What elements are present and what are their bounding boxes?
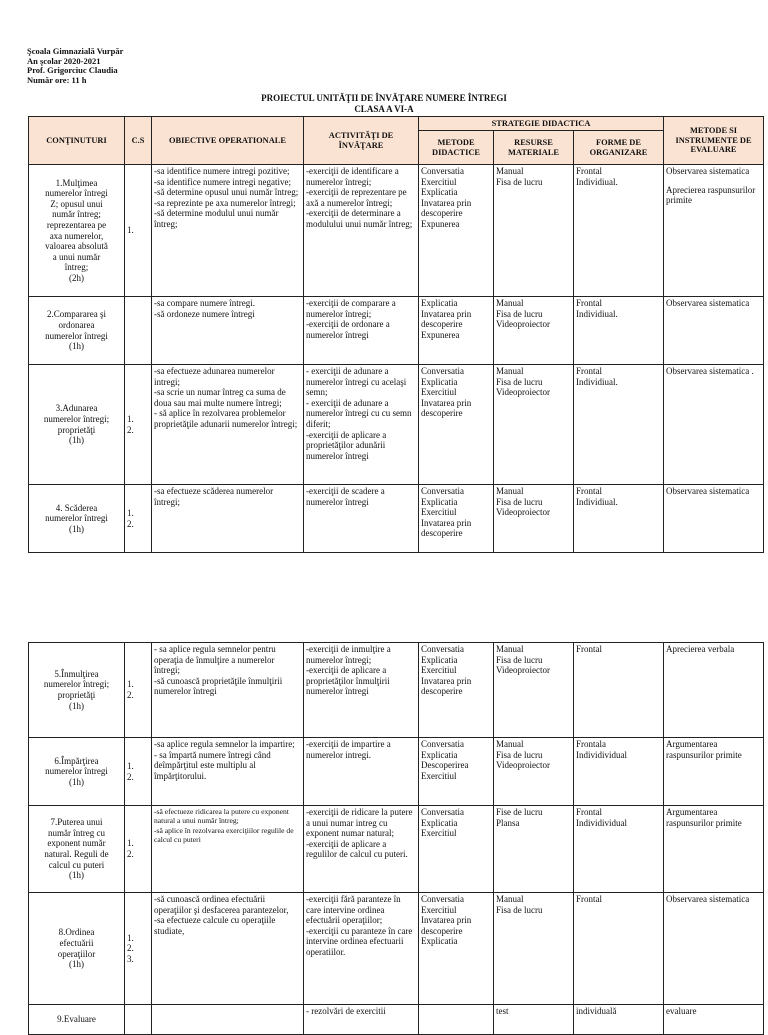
header-forme: FORME DE ORGANIZARE — [574, 131, 664, 165]
cell-line: -sa efectueze calcule cu operaţiile studiate, — [154, 915, 276, 936]
forme-cell — [574, 485, 664, 553]
cell-line: Videoproiector — [496, 507, 550, 518]
cell-line: Individiual. — [576, 176, 618, 187]
cell-line: -să ordoneze numere întregi — [154, 308, 255, 319]
cell-line: Manual — [496, 894, 524, 904]
cell-line: test — [496, 1006, 509, 1016]
cell-line: Fisa de lucru — [496, 654, 543, 665]
cell-line: Observarea sistematica — [666, 298, 750, 308]
cell-line: numerelor întregi — [45, 330, 108, 341]
metode-cell — [419, 165, 494, 297]
cell-line: -sa efectueze scăderea numerelor întregi; — [154, 486, 274, 507]
cell-line: 1. — [127, 932, 134, 943]
continut-cell — [29, 893, 125, 1005]
metode-cell — [419, 643, 494, 738]
cell-line: (1h) — [69, 523, 84, 534]
cell-line: Plansa — [496, 817, 520, 828]
cell-line: (1h) — [69, 700, 84, 711]
cell-line: Videoproiector — [496, 387, 550, 398]
cell-line: reprezentarea pe — [46, 219, 107, 230]
cell-line: -exerciţii de ordonare a numerelor întregi — [306, 319, 390, 340]
activitati-cell — [304, 893, 419, 1005]
header-activitati: ACTIVITĂŢI DE ÎNVĂŢARE — [304, 117, 419, 165]
resurse-cell — [494, 165, 574, 297]
cell-line: 2.Compararea şi — [47, 309, 106, 320]
cell-line: 3.Adunarea — [55, 403, 98, 414]
cell-line: numerelor întregi — [45, 766, 108, 777]
cell-line: Conversatia — [421, 807, 464, 817]
cell-line: -sa reprezinte pe axa numerelor întregi; — [154, 197, 296, 208]
cell-line: Exercitiul — [421, 387, 457, 398]
cell-line: 2. — [127, 424, 134, 435]
evaluare-cell — [664, 893, 764, 1005]
document-subtitle: CLASA A VI-A — [354, 104, 414, 114]
cell-line: 3. — [127, 953, 134, 964]
cell-line: Explicatia — [421, 496, 458, 507]
cell-line: -exerciţii de aplicare a proprietăţilor înmulţirii numerelor întregi — [306, 665, 390, 697]
forme-cell — [574, 806, 664, 893]
metode-cell — [419, 485, 494, 553]
cell-line: Explicatia — [421, 936, 458, 947]
cell-line: -să aplice în rezolvarea exerciţiilor regulile de calcul cu puteri — [154, 825, 294, 845]
cell-line: (1h) — [69, 870, 84, 881]
cell-line: Manual — [496, 739, 524, 749]
evaluare-cell — [664, 165, 764, 297]
metode-cell — [419, 806, 494, 893]
cell-line: -exerciţii de identificare a numerelor întregi; — [306, 166, 399, 187]
cell-line: Expunerea — [421, 329, 460, 340]
cell-line: -exerciţii de ridicare la putere a unui numar intreg cu exponent numar natural; — [306, 807, 413, 839]
cell-line: Individiual. — [576, 308, 618, 319]
cell-line: proprietăţi — [57, 690, 96, 700]
cell-line: Argumentarea raspunsurilor primite — [666, 807, 742, 828]
cell-line: 1. — [127, 507, 134, 518]
cell-line: Observarea sistematica — [666, 486, 750, 496]
cell-line: Videoproiector — [496, 319, 550, 330]
cell-line: 6.Împărţirea — [54, 755, 99, 766]
cell-line: Invatarea prin descoperire — [421, 675, 472, 697]
forme-cell — [574, 365, 664, 485]
cell-line: (2h) — [69, 272, 84, 283]
cs-cell — [125, 893, 152, 1005]
cell-line: Exercitiul — [421, 904, 457, 915]
cell-line: Exercitiul — [421, 770, 457, 781]
header-resurse: RESURSE MATERIALE — [494, 131, 574, 165]
cs-cell — [125, 806, 152, 893]
cell-line: 1. — [127, 760, 134, 771]
cell-line: Exercitiul — [421, 828, 457, 839]
cell-line: ordonarea — [58, 319, 95, 330]
cell-line: Fisa de lucru — [496, 376, 543, 387]
cell-line: Observarea sistematica — [666, 894, 750, 904]
cell-line: Conversatia — [421, 894, 464, 904]
cs-cell — [125, 643, 152, 738]
cell-line: Videoproiector — [496, 665, 550, 676]
header-obiective: OBIECTIVE OPERATIONALE — [152, 117, 304, 165]
cell-line: -sa scrie un numar întreg ca suma de doua sau mai multe numere întregi; — [154, 387, 286, 408]
lesson-plan-table-page-2 — [28, 642, 764, 1035]
resurse-cell — [494, 893, 574, 1005]
resurse-cell — [494, 738, 574, 806]
table-row — [29, 643, 764, 738]
cell-line: -să determine opusul unui număr întreg; — [154, 187, 299, 198]
cell-line: 8.Ordinea — [58, 927, 95, 938]
continut-cell — [29, 643, 125, 738]
obiective-cell — [152, 165, 304, 297]
cell-line: Explicatia — [421, 749, 458, 760]
cell-line: natural. Reguli de — [44, 849, 109, 859]
cs-cell — [125, 485, 152, 553]
cell-line: 1. — [127, 838, 134, 849]
cell-line: Frontal — [576, 644, 602, 654]
obiective-cell — [152, 1005, 304, 1035]
table-row — [29, 485, 764, 553]
table-row — [29, 806, 764, 893]
cell-line: Invatarea prin descoperire — [421, 517, 472, 539]
continut-cell — [29, 297, 125, 365]
cell-line: - exerciţii de adunare a numerelor întregi cu acelaşi semn; — [306, 366, 407, 398]
cell-line: Manual — [496, 366, 524, 376]
evaluare-cell — [664, 643, 764, 738]
cell-line: numerelor întregi; — [43, 679, 110, 690]
cell-line: Descoperirea — [421, 760, 469, 771]
cell-line: 2. — [127, 849, 134, 859]
teacher-name: Prof. Grigorciuc Claudia — [27, 65, 118, 76]
cell-line: - sa aplice regula semnelor pentru operaţia de înmulţire a numerelor întregi; — [154, 644, 276, 676]
cell-line: Observarea sistematica . — [666, 366, 754, 376]
cell-line: Frontal — [576, 166, 602, 176]
cell-line: -exerciţii de comparare a numerelor întregi; — [306, 298, 396, 319]
cell-line: Conversatia — [421, 739, 464, 749]
cell-line: -să cunoască proprietăţile înmulţirii numerelor întregi — [154, 675, 283, 697]
metode-cell — [419, 365, 494, 485]
cell-line: Fisa de lucru — [496, 749, 543, 760]
evaluare-cell — [664, 365, 764, 485]
header-continuturi: CONŢINUTURI — [29, 117, 125, 165]
metode-cell — [419, 738, 494, 806]
document-title: PROIECTUL UNITĂŢII DE ÎNVĂŢARE NUMERE ÎNTREGI — [261, 93, 507, 103]
cell-line: Invatarea prin descoperire — [421, 397, 472, 419]
cell-line: -exerciţii de scadere a numerelor întregi — [306, 486, 385, 507]
obiective-cell — [152, 643, 304, 738]
evaluare-cell — [664, 1005, 764, 1035]
obiective-cell — [152, 485, 304, 553]
cell-line: -să efectueze ridicarea la putere cu exponent natural a unui număr întreg; — [154, 807, 289, 826]
cell-line: -exerciţii de inmulţire a numerelor întregi; — [306, 644, 391, 665]
activitati-cell — [304, 297, 419, 365]
cell-line: -să determine modulul unui număr întreg; — [154, 208, 279, 229]
cell-line: -exerciţii de aplicare a proprietăţilor adunării numerelor întregi — [306, 429, 387, 461]
cell-line: Conversatia — [421, 166, 464, 176]
cell-line: evaluare — [666, 1006, 697, 1016]
cs-cell — [125, 297, 152, 365]
cs-cell — [125, 365, 152, 485]
cell-line: 9.Evaluare — [57, 1014, 96, 1025]
school-year: An şcolar 2020-2021 — [27, 55, 101, 66]
cell-line: (1h) — [69, 435, 84, 446]
obiective-cell — [152, 297, 304, 365]
cell-line: Manual — [496, 486, 524, 496]
cell-line: Frontal — [576, 807, 602, 817]
cell-line — [666, 177, 761, 185]
cell-line: axa numerelor, — [49, 230, 104, 241]
cell-line: -exerciţii cu paranteze în care intervine ordinea efectuarii operatiilor. — [306, 925, 413, 957]
cell-line: -sa identifice numere intregi negative; — [154, 176, 291, 187]
cell-line: Individividual — [576, 749, 627, 760]
table-row — [29, 297, 764, 365]
metode-cell — [419, 1005, 494, 1035]
cell-line: (1h) — [69, 341, 84, 352]
cell-line: Individiual. — [576, 376, 618, 387]
cell-line: -exerciţii fără paranteze în care intervine ordinea efectuării operaţiilor; — [306, 894, 401, 926]
header-cs: C.S — [125, 117, 152, 165]
cell-line: Observarea sistematica — [666, 166, 750, 176]
cell-line: 1. — [127, 679, 134, 690]
cs-cell — [125, 165, 152, 297]
resurse-cell — [494, 365, 574, 485]
cell-line: Manual — [496, 166, 524, 176]
cell-line: Argumentarea raspunsurilor primite — [666, 739, 742, 760]
lesson-plan-table-page-1 — [28, 116, 764, 553]
cell-line: proprietăţi — [57, 424, 96, 435]
cell-line: Explicatia — [421, 298, 458, 308]
document-header — [27, 47, 123, 85]
resurse-cell — [494, 806, 574, 893]
cell-line: Explicatia — [421, 654, 458, 665]
cell-line: Z; opusul unui — [50, 198, 103, 209]
cell-line: 7.Puterea unui — [50, 817, 103, 828]
cell-line: număr întreg; — [52, 209, 101, 220]
cell-line: - rezolvări de exercitii — [306, 1006, 386, 1016]
cell-line: numerelor întregi — [45, 513, 108, 524]
cell-line: numerelor întregi — [45, 188, 108, 199]
cell-line: Exercitiul — [421, 665, 457, 676]
header-evaluare: METODE SI INSTRUMENTE DE EVALUARE — [664, 117, 764, 165]
evaluare-cell — [664, 738, 764, 806]
cell-line: întreg; — [64, 262, 89, 273]
metode-cell — [419, 893, 494, 1005]
activitati-cell — [304, 806, 419, 893]
cell-line: 4. Scăderea — [55, 502, 98, 513]
hours-count: Număr ore: 11 h — [27, 74, 87, 85]
table-row — [29, 365, 764, 485]
resurse-cell — [494, 297, 574, 365]
cell-line: 2. — [127, 690, 134, 700]
cell-line: 1. — [127, 225, 134, 236]
cell-line: (1h) — [69, 776, 84, 787]
cell-line: a unui număr — [52, 251, 101, 262]
activitati-cell — [304, 1005, 419, 1035]
cell-line: efectuării — [59, 937, 94, 948]
resurse-cell — [494, 1005, 574, 1035]
cell-line: -exerciţii de impartire a numerelor intregi. — [306, 739, 391, 760]
cell-line: -exerciţii de determinare a modulului unui număr întreg; — [306, 208, 413, 229]
cell-line: Frontal — [576, 486, 602, 496]
table-row — [29, 893, 764, 1005]
continut-cell — [29, 1005, 125, 1035]
cell-line: Manual — [496, 644, 524, 654]
cell-line: Expunerea — [421, 218, 460, 229]
cell-line: - să aplice în rezolvarea problemelor proprietăţile adunarii numerelor întregi; — [154, 408, 298, 429]
continut-cell — [29, 485, 125, 553]
cell-line: calcul cu puteri — [48, 859, 105, 870]
cell-line: Conversatia — [421, 366, 464, 376]
cs-cell — [125, 1005, 152, 1035]
cell-line: Frontala — [576, 739, 606, 749]
cell-line: Invatarea prin descoperire — [421, 197, 472, 219]
cell-line: Exercitiul — [421, 507, 457, 518]
cell-line: Frontal — [576, 366, 602, 376]
evaluare-cell — [664, 806, 764, 893]
obiective-cell — [152, 893, 304, 1005]
cell-line: Invatarea prin descoperire — [421, 915, 472, 936]
obiective-cell — [152, 806, 304, 893]
resurse-cell — [494, 643, 574, 738]
forme-cell — [574, 165, 664, 297]
cell-line: Explicatia — [421, 187, 458, 198]
cell-line: Fise de lucru — [496, 807, 543, 817]
cell-line: -exerciţii de reprezentare pe axă a numerelor întregi; — [306, 187, 407, 208]
cell-line: Explicatia — [421, 376, 458, 387]
evaluare-cell — [664, 485, 764, 553]
continut-cell — [29, 806, 125, 893]
cell-line: Aprecierea raspunsurilor primite — [666, 184, 756, 206]
cell-line: 1.Mulţimea — [55, 177, 98, 188]
cell-line: Fisa de lucru — [496, 176, 543, 187]
school-name: Şcoala Gimnazială Vurpăr — [27, 46, 124, 56]
forme-cell — [574, 297, 664, 365]
table-row — [29, 165, 764, 297]
cell-line: - sa împartă numere întregi când deîmpărţitul este multiplu al împărţitorului. — [154, 749, 271, 781]
cell-line: numerelor întregi; — [43, 413, 110, 424]
cell-line: -sa aplice regula semnelor la impartire; — [154, 739, 295, 749]
obiective-cell — [152, 738, 304, 806]
header-metode: METODE DIDACTICE — [419, 131, 494, 165]
cell-line: 2. — [127, 771, 134, 782]
activitati-cell — [304, 485, 419, 553]
activitati-cell — [304, 643, 419, 738]
activitati-cell — [304, 165, 419, 297]
evaluare-cell — [664, 297, 764, 365]
cell-line: -sa efectueze adunarea numerelor intregi; — [154, 366, 275, 387]
continut-cell — [29, 365, 125, 485]
cs-cell — [125, 738, 152, 806]
continut-cell — [29, 165, 125, 297]
cell-line: număr întreg cu — [48, 827, 105, 838]
cell-line: individuală — [576, 1006, 617, 1016]
cell-line: Fisa de lucru — [496, 904, 543, 915]
cell-line: 2. — [127, 518, 134, 529]
cell-line: -să cunoască ordinea efectuării operaţiilor şi desfacerea parantezelor, — [154, 894, 289, 915]
metode-cell — [419, 297, 494, 365]
cell-line: Invatarea prin descoperire — [421, 308, 472, 330]
resurse-cell — [494, 485, 574, 553]
header-strategie: STRATEGIE DIDACTICA — [419, 117, 664, 131]
cell-line: Frontal — [576, 298, 602, 308]
cell-line: Individiual. — [576, 496, 618, 507]
cell-line: 5.Înmulţirea — [54, 668, 99, 679]
cell-line: Manual — [496, 298, 524, 308]
cell-line: Individividual — [576, 817, 627, 828]
cell-line: Fisa de lucru — [496, 496, 543, 507]
cell-line: operaţiilor — [57, 948, 96, 959]
cell-line: Conversatia — [421, 644, 464, 654]
cell-line: valoarea absolută — [45, 241, 108, 252]
obiective-cell — [152, 365, 304, 485]
activitati-cell — [304, 365, 419, 485]
table-row — [29, 738, 764, 806]
forme-cell — [574, 738, 664, 806]
activitati-cell — [304, 738, 419, 806]
cell-line: Explicatia — [421, 817, 458, 828]
forme-cell — [574, 1005, 664, 1035]
cell-line: Frontal — [576, 894, 602, 904]
cell-line: -sa identifice numere intregi pozitive; — [154, 166, 290, 176]
cell-line: -exerciţii de aplicare a regulilor de calcul cu puteri. — [306, 838, 408, 860]
cell-line: - exerciţii de adunare a numerelor întregi cu cu semn diferit; — [306, 397, 412, 429]
forme-cell — [574, 893, 664, 1005]
cell-line: -sa compare numere întregi. — [154, 298, 255, 308]
cell-line: Conversatia — [421, 486, 464, 496]
cell-line: exponent număr — [47, 838, 106, 849]
cell-line: Fisa de lucru — [496, 308, 543, 319]
table-row — [29, 1005, 764, 1035]
cell-line: Exercitiul — [421, 176, 457, 187]
cell-line: Videoproiector — [496, 760, 550, 771]
cell-line: Aprecierea verbala — [666, 644, 735, 654]
cell-line: (1h) — [69, 959, 84, 970]
forme-cell — [574, 643, 664, 738]
cell-line: 1. — [127, 413, 134, 424]
cell-line: 2. — [127, 943, 134, 954]
continut-cell — [29, 738, 125, 806]
